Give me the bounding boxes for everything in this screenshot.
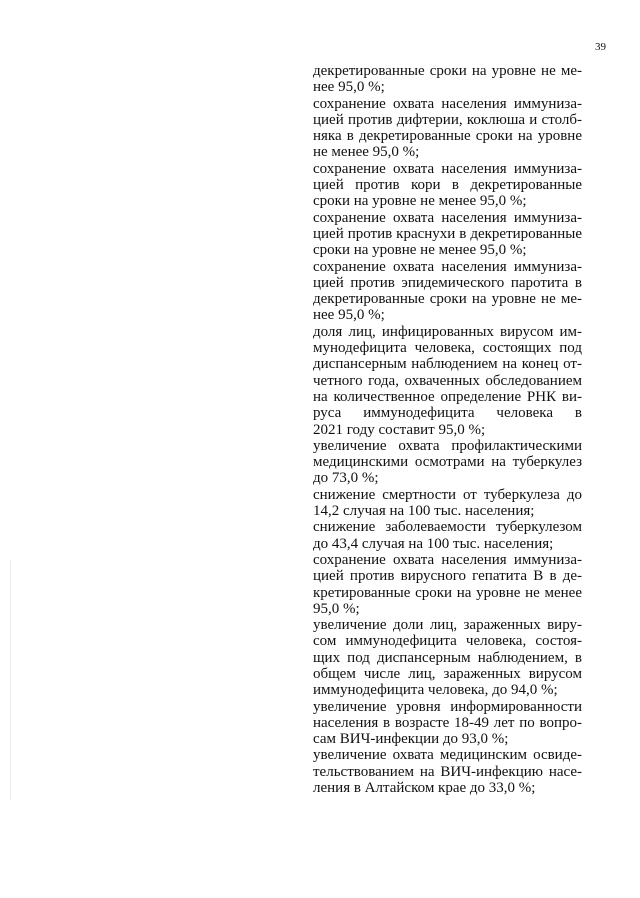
text-line: сохранение охвата населения иммуниза- [313, 258, 582, 275]
text-line: снижение смертности от туберкулеза до [313, 486, 582, 503]
text-line: кретированные сроки на уровне не менее [313, 584, 582, 601]
text-line: населения в возрасте 18-49 лет по вопро- [313, 714, 582, 731]
text-line: снижение заболеваемости туберкулезом [313, 519, 582, 536]
text-line: нее 95,0 %; [313, 307, 385, 324]
text-line: сохранение охвата населения иммуниза- [313, 551, 582, 568]
text-line: сохранение охвата населения иммуниза- [313, 160, 582, 177]
text-line: сам ВИЧ-инфекции до 93,0 %; [313, 731, 509, 748]
list-item [313, 96, 582, 161]
text-line: диспансерным наблюдением на конец от- [313, 356, 582, 373]
text-line: тельствованием на ВИЧ-инфекцию насе- [313, 763, 582, 780]
list-item [313, 161, 582, 210]
text-line: декретированные сроки на уровне не ме- [313, 291, 582, 308]
list-item [313, 259, 582, 324]
scan-margin-artifact [10, 560, 11, 800]
text-line: увеличение доли лиц, зараженных виру- [313, 617, 582, 634]
text-line: няка в декретированные сроки на уровне [313, 128, 582, 145]
list-item [313, 487, 582, 520]
text-line: щих под диспансерным наблюдением, в [313, 649, 582, 666]
text-line: цией против эпидемического паротита в [313, 274, 582, 291]
list-item [313, 519, 582, 552]
list-item [313, 617, 582, 698]
text-line: мунодефицита человека, состоящих под [313, 340, 582, 357]
text-line: цией против вирусного гепатита В в де- [313, 568, 582, 585]
text-line: общем числе лиц, зараженных вирусом [313, 665, 582, 682]
text-line: сроки на уровне не менее 95,0 %; [313, 242, 527, 259]
text-line: иммунодефицита человека, до 94,0 %; [313, 682, 558, 699]
text-line: сроки на уровне не менее 95,0 %; [313, 193, 527, 210]
text-line: руса иммунодефицита человека в [313, 405, 582, 422]
text-line: сохранение охвата населения иммуниза- [313, 209, 582, 226]
text-line: не менее 95,0 %; [313, 144, 420, 161]
text-line: четного года, охваченных обследованием [313, 372, 582, 389]
text-line: цией против краснухи в декретированные [313, 225, 582, 242]
text-line: цией против дифтерии, коклюша и столб- [313, 111, 582, 128]
text-line: медицинскими осмотрами на туберкулез [313, 454, 582, 471]
text-line: до 43,4 случая на 100 тыс. населения; [313, 535, 554, 552]
text-line: 14,2 случая на 100 тыс. населения; [313, 503, 535, 520]
text-line: ления в Алтайском крае до 33,0 %; [313, 780, 536, 797]
text-line: увеличение охвата медицинским освиде- [313, 747, 582, 764]
text-line: сохранение охвата населения иммуниза- [313, 95, 582, 112]
list-item [313, 699, 582, 748]
text-line: нее 95,0 %; [313, 79, 385, 96]
text-line: увеличение уровня информированности [313, 698, 582, 715]
text-line: на количественное определение РНК ви- [313, 388, 582, 405]
text-line: сом иммунодефицита человека, состоя- [313, 633, 582, 650]
list-item [313, 63, 582, 96]
text-line: декретированные сроки на уровне не ме- [313, 63, 582, 79]
text-line: цией против кори в декретированные [313, 177, 582, 194]
list-item [313, 210, 582, 259]
list-item [313, 552, 582, 617]
text-line: 2021 году составит 95,0 %; [313, 421, 486, 438]
list-item [313, 324, 582, 438]
text-line: доля лиц, инфицированных вирусом им- [313, 323, 582, 340]
page-number: 39 [595, 41, 606, 53]
list-item [313, 438, 582, 487]
text-line: увеличение охвата профилактическими [313, 437, 582, 454]
list-item [313, 747, 582, 796]
text-line: 95,0 %; [313, 600, 360, 617]
body-text [313, 63, 582, 796]
text-line: до 73,0 %; [313, 470, 379, 487]
